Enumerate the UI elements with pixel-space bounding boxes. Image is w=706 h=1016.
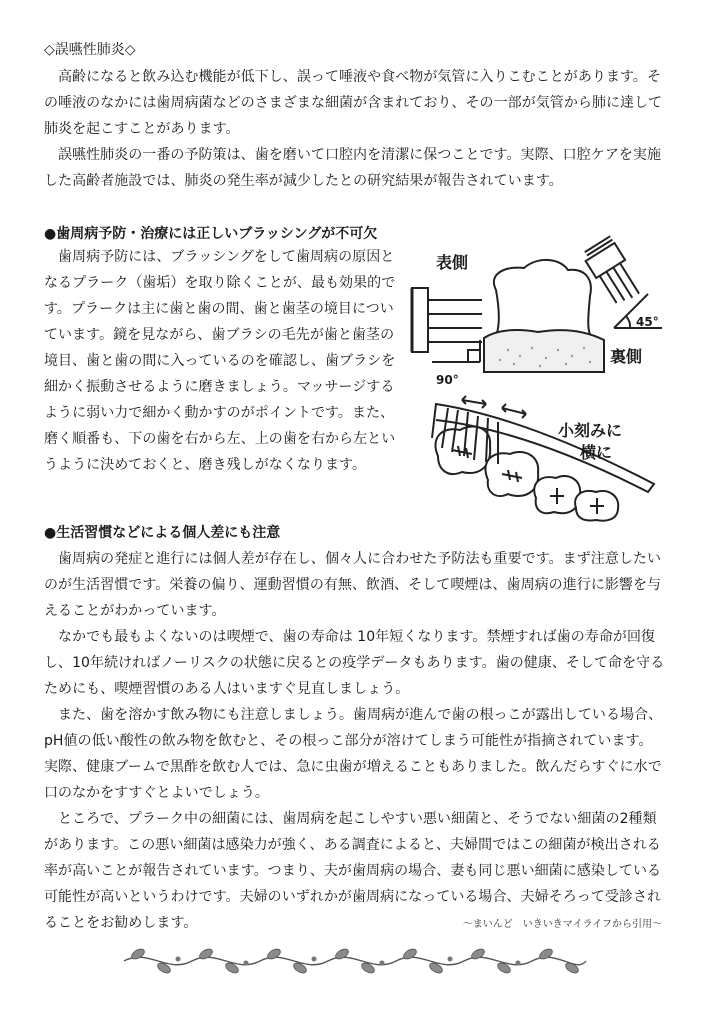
label-small-strokes-1: 小刻みに	[558, 421, 623, 440]
paragraph-lifestyle-1: 歯周病の発症と進行には個人差が存在し、個々人に合わせた予防法も重要です。まず注意したいのが生活習慣です。栄養の偏り、運動習慣の有無、飲酒、そして喫煙は、歯周病の進行に影響を与えることがわかっています。	[44, 551, 662, 619]
brush-on-teeth	[432, 396, 654, 521]
paragraph-lifestyle-4: ところで、プラーク中の細菌には、歯周病を起こしやすい悪い細菌と、そうでない細菌の2種類があります。この悪い細菌は感染力が強く、ある調査によると、夫婦間ではこの細菌が検出される率が高いことが報告されています。つまり、夫が歯周病の場合、妻も同じ悪い細菌に感染している可能性が高いというわけです。夫婦のいずれかが歯周病になっている場合、夫婦そろって受診されることをお勧めします。	[44, 811, 662, 931]
paragraph-lifestyle-3: また、歯を溶かす飲み物にも注意しましょう。歯周病が進んで歯の根っこが露出している場合、pH値の低い酸性の飲み物を飲むと、その根っこ部分が溶けてしまう可能性が指摘されています。実際、健康ブームで黒酢を飲む人では、急に虫歯が増えることもありました。飲んだらすぐに水で口のなかをすすぐとよいでしょう。	[44, 707, 663, 801]
brushing-illustration	[408, 222, 670, 522]
paragraph-aspiration-1: 高齢になると飲み込む機能が低下し、誤って唾液や食べ物が気管に入りこむことがあります。その唾液のなかには歯周病菌などのさまざまな細菌が含まれており、その一部が気管から肺に達して肺炎を起こすことがあります。	[44, 69, 663, 137]
brush-front-90	[412, 288, 482, 352]
label-front: 表側	[436, 253, 469, 272]
section-title-lifestyle: ●生活習慣などによる個人差にも注意	[44, 525, 281, 541]
paragraph-aspiration-2: 誤嚥性肺炎の一番の予防策は、歯を磨いて口腔内を清潔に保つことです。実際、口腔ケアを実施した高齢者施設では、肺炎の発生率が減少したとの研究結果が報告されています。	[44, 147, 662, 189]
label-small-strokes-2: 横に	[580, 443, 613, 462]
vine-ornament	[118, 944, 592, 978]
tooth-cross-section	[484, 260, 604, 372]
label-angle-90: 90°	[436, 373, 459, 387]
section-title-brushing: ●歯周病予防・治療には正しいブラッシングが不可欠	[44, 226, 378, 242]
section-title-aspiration-pneumonia: ◇誤嚥性肺炎◇	[44, 42, 136, 58]
label-back: 裏側	[610, 347, 643, 366]
tooth-brushing-diagram	[408, 222, 670, 522]
leaf-vine-icon	[118, 944, 592, 978]
paragraph-lifestyle-2: なかでも最もよくないのは喫煙で、歯の寿命は 10年短くなります。禁煙すれば歯の寿命が回復し、10年続ければノーリスクの状態に戻るとの疫学データもあります。歯の健康、そして命を守るためにも、喫煙習慣のある人はいますぐ見直しましょう。	[44, 629, 665, 697]
paragraph-brushing: 歯周病予防には、ブラッシングをして歯周病の原因となるプラーク（歯垢）を取り除くことが、最も効果的です。プラークは主に歯と歯の間、歯と歯茎の境目についています。鏡を見ながら、歯ブラシの毛先が歯と歯茎の境目、歯と歯の間に入っているのを確認し、歯ブラシを細かく振動させるように磨きましょう。マッサージするように弱い力で細かく動かすのがポイントです。また、磨く順番も、下の歯を右から左、上の歯を右から左というように決めておくと、磨き残しがなくなります。	[44, 249, 396, 473]
label-angle-45: 45°	[636, 315, 659, 329]
source-credit: ～まいんど いきいきマイライフから引用～	[462, 919, 662, 930]
